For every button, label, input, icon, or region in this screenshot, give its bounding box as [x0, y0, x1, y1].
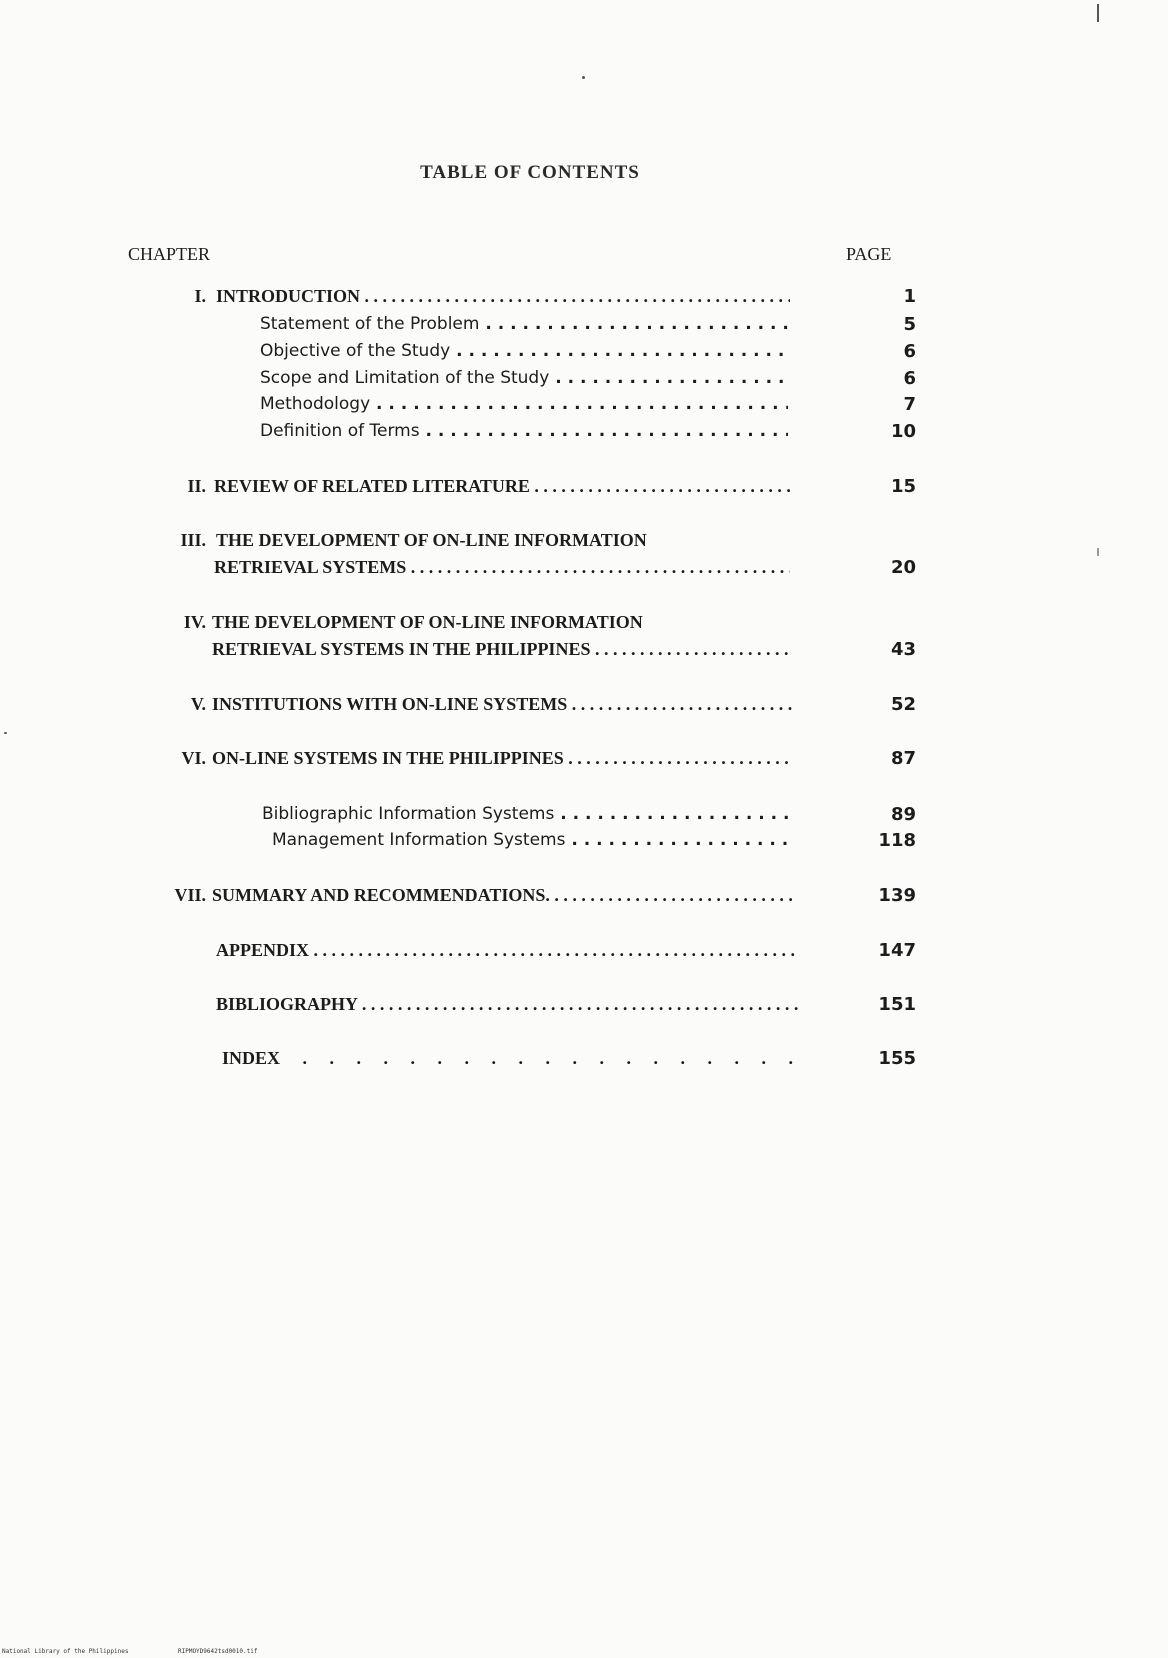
entry-label: SUMMARY AND RECOMMENDATIONS. . . .	[212, 885, 796, 906]
entry-label: Methodology . . .	[260, 394, 788, 414]
page-number: 20	[890, 557, 916, 578]
toc-entry	[0, 421, 1168, 449]
page-number: 6	[903, 368, 916, 389]
footer-library-name: National Library of the Philippines	[2, 1648, 129, 1655]
toc-entry	[0, 994, 1168, 1022]
entry-label: ON-LINE SYSTEMS IN THE PHILIPPINES . . .	[212, 748, 794, 769]
page-number: 87	[890, 748, 916, 769]
toc-entry	[0, 830, 1168, 858]
entry-label: THE DEVELOPMENT OF ON-LINE INFORMATION	[216, 530, 647, 550]
page-column-header: PAGE	[846, 244, 892, 264]
page-number: 6	[903, 341, 916, 362]
toc-entry	[0, 368, 1168, 396]
entry-label: Objective of the Study . . .	[260, 341, 788, 361]
toc-entry	[0, 804, 1168, 832]
toc-entry	[0, 394, 1168, 422]
entry-label: INSTITUTIONS WITH ON-LINE SYSTEMS . . .	[212, 694, 792, 715]
page-number: 147	[878, 940, 916, 961]
entry-label: Management Information Systems . . .	[272, 830, 794, 850]
chapter-column-header: CHAPTER	[128, 244, 211, 264]
page-number: 1	[903, 286, 916, 307]
scan-speck	[582, 76, 585, 79]
page-number: 52	[890, 694, 916, 715]
toc-entry	[0, 612, 1168, 640]
entry-label: INDEX . . .	[222, 1048, 800, 1069]
entry-label: RETRIEVAL SYSTEMS IN THE PHILIPPINES . . .	[212, 639, 792, 660]
footer-file-name: RIPMOYD9642tsd0010.tif	[178, 1648, 258, 1655]
chapter-number: I.	[194, 286, 206, 306]
entry-label: REVIEW OF RELATED LITERATURE . . .	[214, 476, 790, 497]
toc-entry	[0, 1048, 1168, 1076]
chapter-number: II.	[187, 476, 206, 496]
chapter-number: IV.	[183, 612, 206, 632]
scan-edge-mark	[1097, 4, 1099, 22]
page-number: 43	[890, 639, 916, 660]
chapter-number: V.	[190, 694, 206, 714]
chapter-number: VI.	[181, 748, 206, 768]
toc-entry	[0, 748, 1168, 776]
page-number: 151	[878, 994, 916, 1015]
toc-entry	[0, 476, 1168, 504]
page-number: 10	[890, 421, 916, 442]
page-title: TABLE OF CONTENTS	[420, 162, 640, 183]
entry-label: Definition of Terms . . .	[260, 421, 788, 441]
toc-entry	[0, 341, 1168, 369]
entry-label: RETRIEVAL SYSTEMS . . .	[214, 557, 790, 578]
toc-entry	[0, 694, 1168, 722]
chapter-number: VII.	[174, 885, 206, 905]
entry-label: THE DEVELOPMENT OF ON-LINE INFORMATION	[212, 612, 643, 632]
scan-edge-mark	[1097, 548, 1099, 556]
toc-entry	[0, 314, 1168, 342]
toc-entry	[0, 557, 1168, 585]
toc-entry	[0, 530, 1168, 558]
page-number: 118	[878, 830, 916, 851]
toc-entry	[0, 940, 1168, 968]
toc-entry	[0, 885, 1168, 913]
page-number: 89	[890, 804, 916, 825]
entry-label: INTRODUCTION . . .	[216, 286, 790, 307]
page-number: 139	[878, 885, 916, 906]
page-number: 7	[903, 394, 916, 415]
entry-label: Scope and Limitation of the Study . . .	[260, 368, 792, 388]
entry-label: BIBLIOGRAPHY . . .	[216, 994, 798, 1015]
page-number: 5	[903, 314, 916, 335]
entry-label: APPENDIX . . .	[216, 940, 796, 961]
page-number: 155	[878, 1048, 916, 1069]
page-number: 15	[890, 476, 916, 497]
chapter-number: III.	[180, 530, 206, 550]
toc-entry	[0, 286, 1168, 314]
toc-entry	[0, 639, 1168, 667]
entry-label: Statement of the Problem . . .	[260, 314, 788, 334]
entry-label: Bibliographic Information Systems . . .	[262, 804, 794, 824]
scan-speck	[4, 732, 7, 734]
